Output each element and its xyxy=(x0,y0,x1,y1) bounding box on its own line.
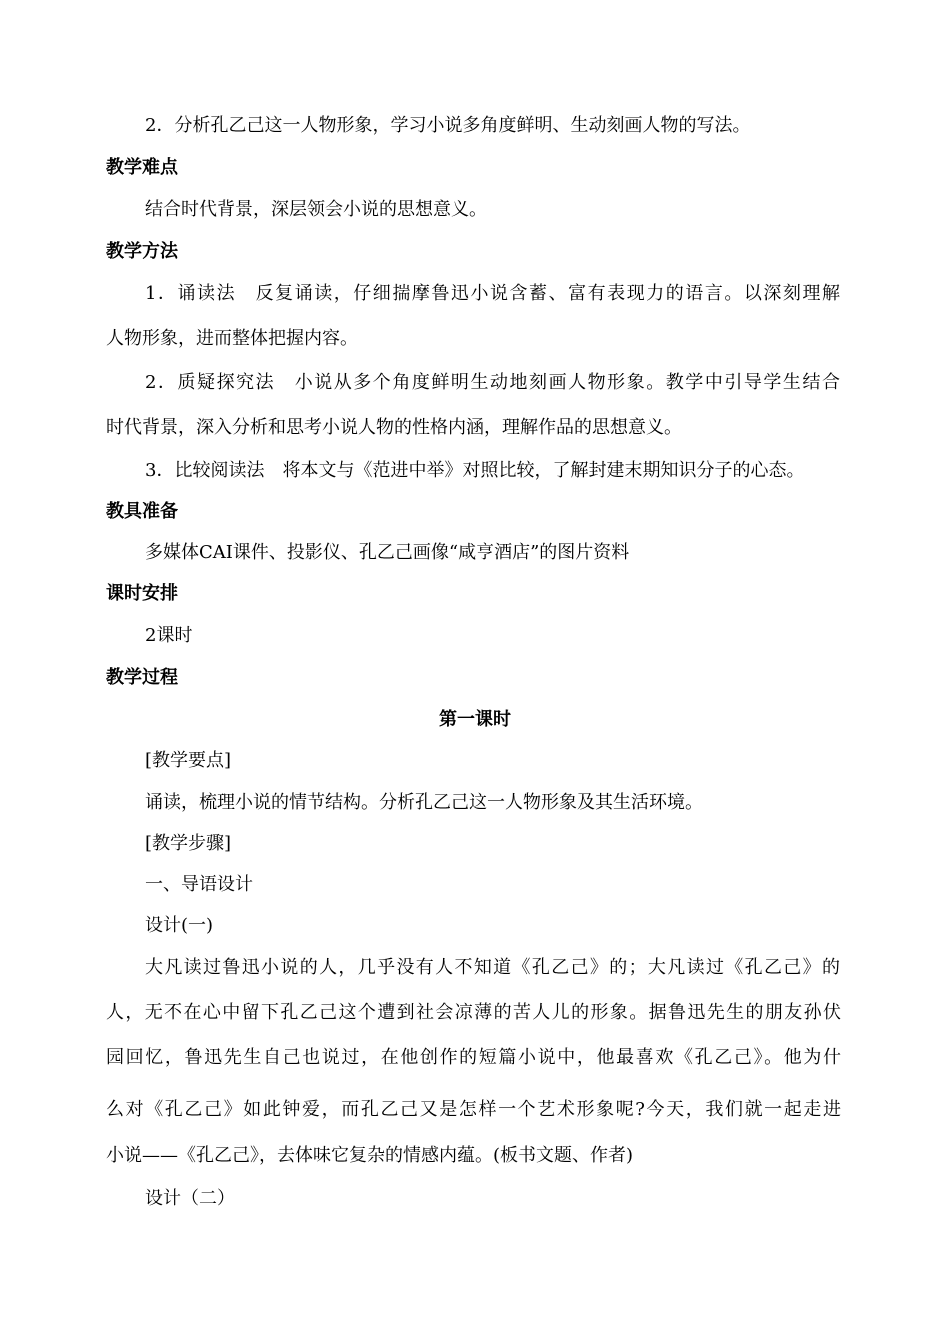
steps-label: [教学步骤] xyxy=(145,833,232,854)
key-points-label: [教学要点] xyxy=(145,750,232,771)
tools-text: 多媒体CAI课件、投影仪、孔乙己画像“咸亨酒店”的图片资料 xyxy=(145,542,630,563)
heading-teaching-tools: 教具准备 xyxy=(106,501,178,522)
difficulty-text: 结合时代背景，深层领会小说的思想意义。 xyxy=(145,199,487,220)
design-one-para-line4: 么对《孔乙己》如此钟爱，而孔乙己又是怎样一个艺术形象呢?今天，我们就一起走进 xyxy=(106,1099,841,1120)
design-one-para-line5: 小说——《孔乙己》，去体味它复杂的情感内蕴。(板书文题、作者) xyxy=(106,1145,634,1166)
method-2-line1: 2．质疑探究法 小说从多个角度鲜明生动地刻画人物形象。教学中引导学生结合 xyxy=(145,372,840,393)
design-one-para-line3: 园回忆，鲁迅先生自己也说过，在他创作的短篇小说中，他最喜欢《孔乙己》。他为什 xyxy=(106,1047,841,1068)
key-points-text: 诵读，梳理小说的情节结构。分析孔乙己这一人物形象及其生活环境。 xyxy=(145,792,703,813)
intro-design-heading: 一、导语设计 xyxy=(145,874,253,895)
design-one-label: 设计(一) xyxy=(145,915,214,936)
heading-first-lesson: 第一课时 xyxy=(439,709,511,730)
schedule-text: 2课时 xyxy=(145,625,193,646)
design-two-label: 设计（二） xyxy=(145,1188,235,1209)
method-2-line2: 时代背景，深入分析和思考小说人物的性格内涵，理解作品的思想意义。 xyxy=(106,417,682,438)
method-1-line1: 1．诵读法 反复诵读，仔细揣摩鲁迅小说含蓄、富有表现力的语言。以深刻理解 xyxy=(145,283,840,304)
heading-schedule: 课时安排 xyxy=(106,583,178,604)
heading-teaching-method: 教学方法 xyxy=(106,241,178,262)
method-3-text: 3．比较阅读法 将本文与《范进中举》对照比较，了解封建末期知识分子的心态。 xyxy=(145,460,805,481)
heading-teaching-difficulty: 教学难点 xyxy=(106,157,178,178)
objective-2-text: 2．分析孔乙己这一人物形象，学习小说多角度鲜明、生动刻画人物的写法。 xyxy=(145,115,751,136)
design-one-para-line2: 人，无不在心中留下孔乙己这个遭到社会凉薄的苦人儿的形象。据鲁迅先生的朋友孙伏 xyxy=(106,1002,841,1023)
heading-teaching-process: 教学过程 xyxy=(106,667,178,688)
method-1-line2: 人物形象，进而整体把握内容。 xyxy=(106,328,358,349)
design-one-para-line1: 大凡读过鲁迅小说的人，几乎没有人不知道《孔乙己》的；大凡读过《孔乙己》的 xyxy=(145,957,840,978)
